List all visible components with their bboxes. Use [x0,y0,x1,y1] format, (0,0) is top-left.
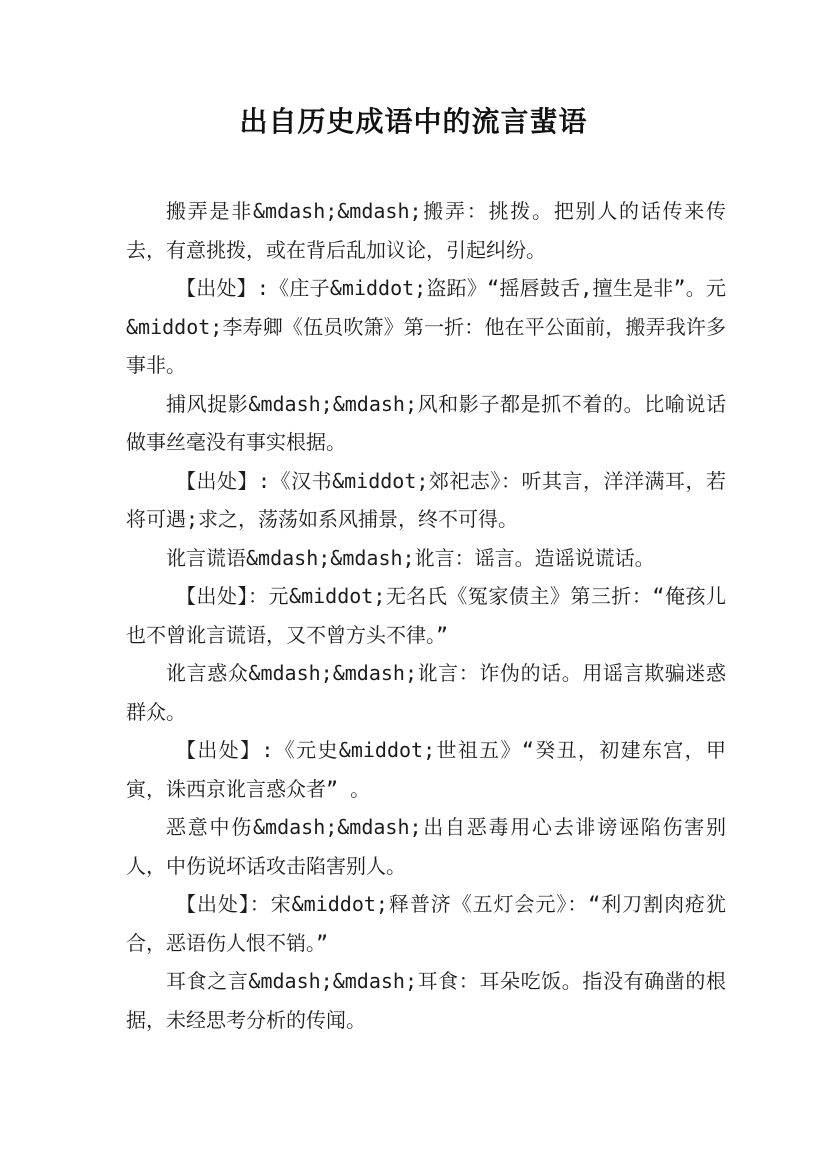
paragraph-source: 【出处】:《元史&middot;世祖五》“癸丑，初建东宫，甲寅，诛西京讹言惑众者” 。 [126,738,726,801]
paragraph-idiom: 讹言惑众&mdash;&mdash;讹言：诈伪的话。用谣言欺骗迷惑群众。 [126,661,726,724]
paragraph-idiom: 恶意中伤&mdash;&mdash;出自恶毒用心去诽谤诬陷伤害别人，中伤说坏话攻击陷害别人。 [126,815,726,878]
paragraph-idiom: 捕风捉影&mdash;&mdash;风和影子都是抓不着的。比喻说话做事丝毫没有事实根据。 [126,391,726,454]
document-body [126,192,726,1039]
paragraph-source: 【出处】：元&middot;无名氏《冤家债主》第三折：“俺孩儿也不曾讹言谎语，又不曾方头不律。” [126,584,726,647]
document-title: 出自历史成语中的流言蜚语 [239,105,588,138]
paragraph-idiom: 讹言谎语&mdash;&mdash;讹言：谣言。造谣说谎话。 [166,545,655,570]
paragraph-source: 【出处】：宋&middot;释普济《五灯会元》：“利刀割肉疮犹合，恶语伤人恨不销。” [126,892,726,955]
paragraph-idiom: 搬弄是非&mdash;&mdash;搬弄：挑拨。把别人的话传来传去，有意挑拨，或在背后乱加议论，引起纠纷。 [126,199,726,262]
paragraph-source: 【出处】:《汉书&middot;郊祀志》：听其言，洋洋满耳，若将可遇;求之，荡荡如系风捕景，终不可得。 [126,468,726,531]
paragraph-source: 【出处】:《庄子&middot;盗跖》“摇唇鼓舌,擅生是非”。元&middot;李寿卿《伍员吹箫》第一折：他在平公面前，搬弄我许多事非。 [126,276,726,377]
paragraph-idiom: 耳食之言&mdash;&mdash;耳食：耳朵吃饭。指没有确凿的根据，未经思考分析的传闻。 [126,969,726,1032]
